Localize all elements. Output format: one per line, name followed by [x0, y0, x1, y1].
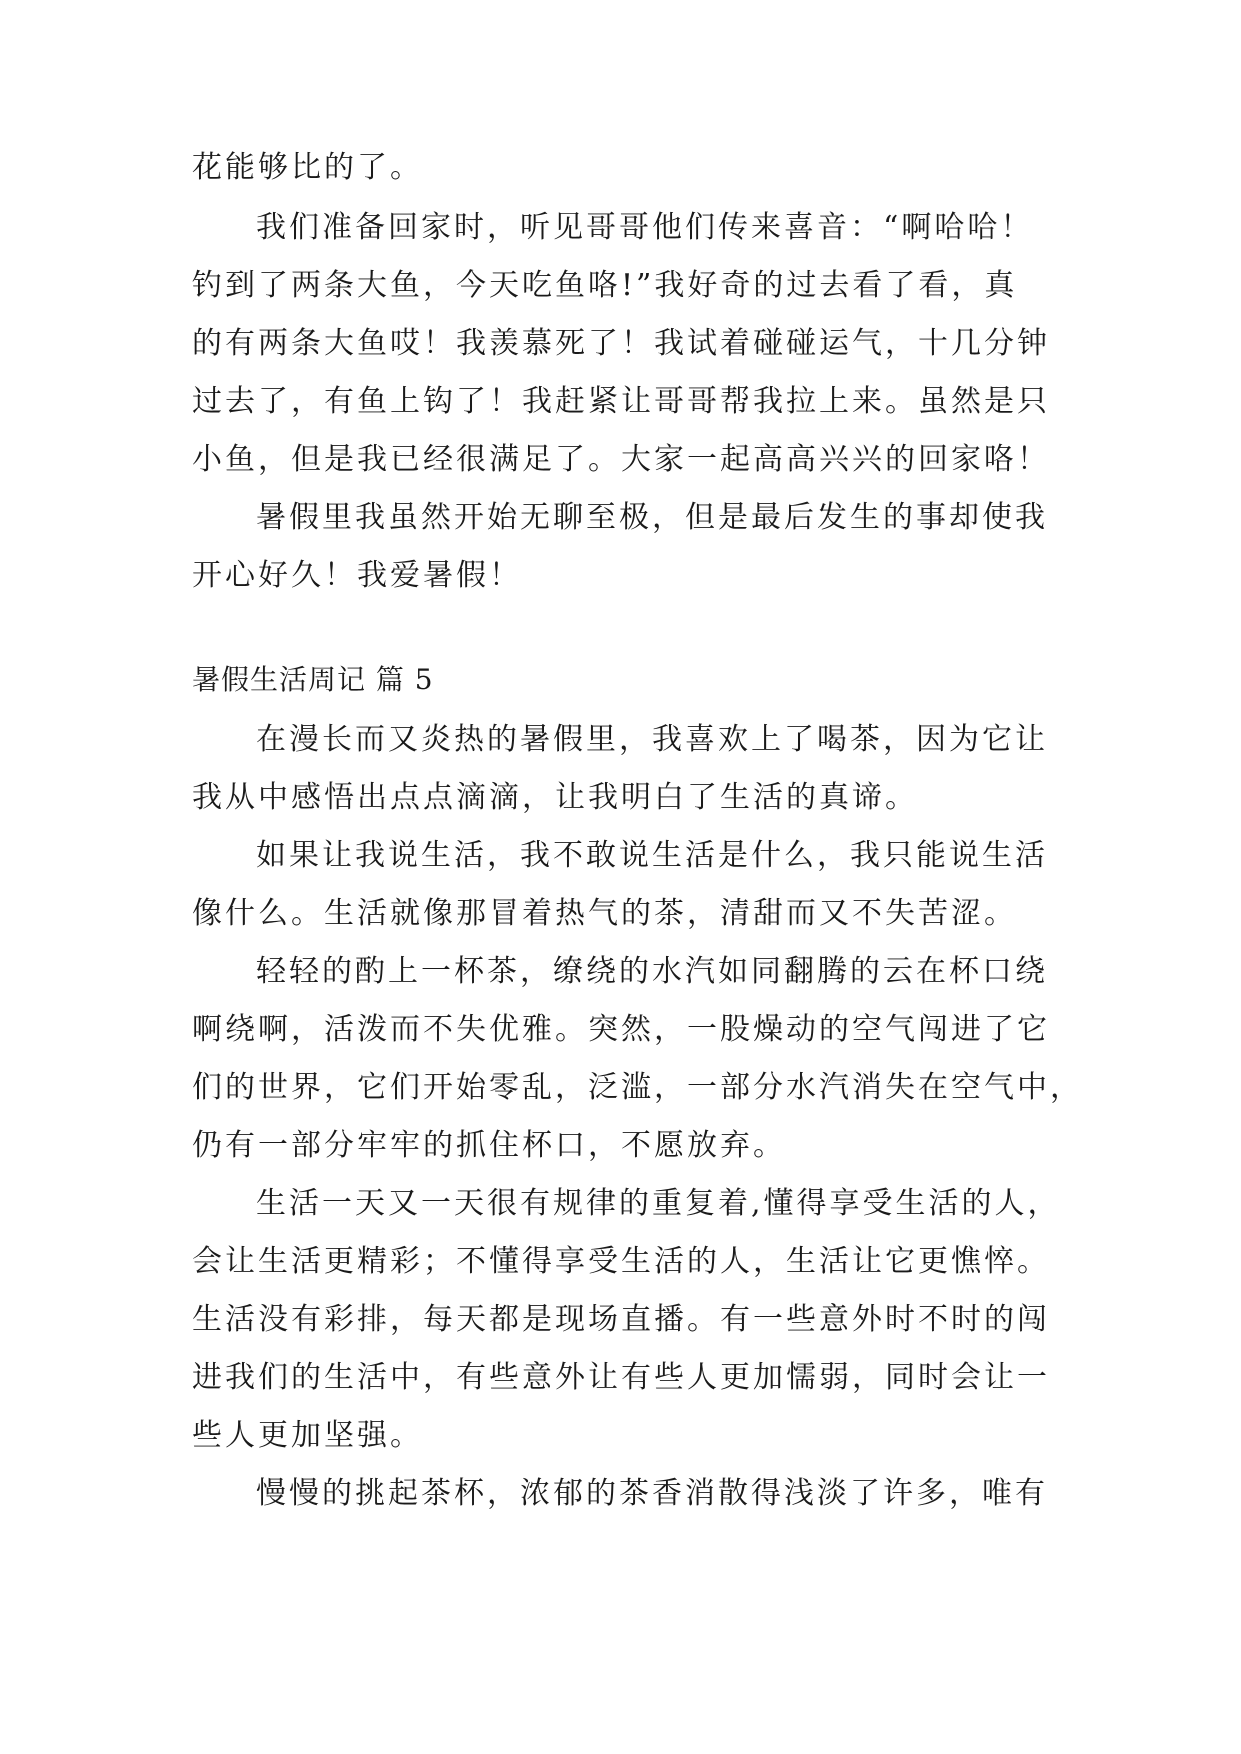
text-line: 仍有一部分牢牢的抓住杯口，不愿放弃。 — [192, 1128, 786, 1163]
text-line: 我们准备回家时，听见哥哥他们传来喜音：“啊哈哈！ — [256, 210, 1034, 245]
text-line: 暑假里我虽然开始无聊至极，但是最后发生的事却使我 — [256, 500, 1048, 535]
text-line: 轻轻的酌上一杯茶，缭绕的水汽如同翻腾的云在杯口绕 — [256, 954, 1048, 989]
text-line: 生活没有彩排，每天都是现场直播。有一些意外时不时的闯 — [192, 1302, 1050, 1337]
text-line: 的有两条大鱼哎！我羡慕死了！我试着碰碰运气，十几分钟 — [192, 326, 1050, 361]
text-line: 在漫长而又炎热的暑假里，我喜欢上了喝茶，因为它让 — [256, 722, 1048, 757]
text-line: 们的世界，它们开始零乱，泛滥，一部分水汽消失在空气中， — [192, 1070, 1083, 1105]
text-line: 钓到了两条大鱼，今天吃鱼咯!”我好奇的过去看了看，真 — [192, 268, 1018, 303]
text-line: 会让生活更精彩；不懂得享受生活的人，生活让它更憔悴。 — [192, 1244, 1050, 1279]
text-line: 如果让我说生活，我不敢说生活是什么，我只能说生活 — [256, 838, 1048, 873]
text-line: 小鱼，但是我已经很满足了。大家一起高高兴兴的回家咯！ — [192, 442, 1050, 477]
text-line: 些人更加坚强。 — [192, 1418, 423, 1453]
text-line: 花能够比的了。 — [192, 150, 423, 185]
text-line: 慢慢的挑起茶杯，浓郁的茶香消散得浅淡了许多，唯有 — [256, 1476, 1048, 1511]
text-line: 我从中感悟出点点滴滴，让我明白了生活的真谛。 — [192, 780, 918, 815]
section-heading: 暑假生活周记 篇 5 — [192, 663, 434, 696]
text-line: 开心好久！我爱暑假！ — [192, 558, 522, 593]
text-line: 啊绕啊，活泼而不失优雅。突然，一股燥动的空气闯进了它 — [192, 1012, 1050, 1047]
text-line: 进我们的生活中，有些意外让有些人更加懦弱，同时会让一 — [192, 1360, 1050, 1395]
text-line: 过去了，有鱼上钩了！我赶紧让哥哥帮我拉上来。虽然是只 — [192, 384, 1050, 419]
text-line: 像什么。生活就像那冒着热气的茶，清甜而又不失苦涩。 — [192, 896, 1017, 931]
text-line: 生活一天又一天很有规律的重复着,懂得享受生活的人， — [256, 1186, 1061, 1221]
